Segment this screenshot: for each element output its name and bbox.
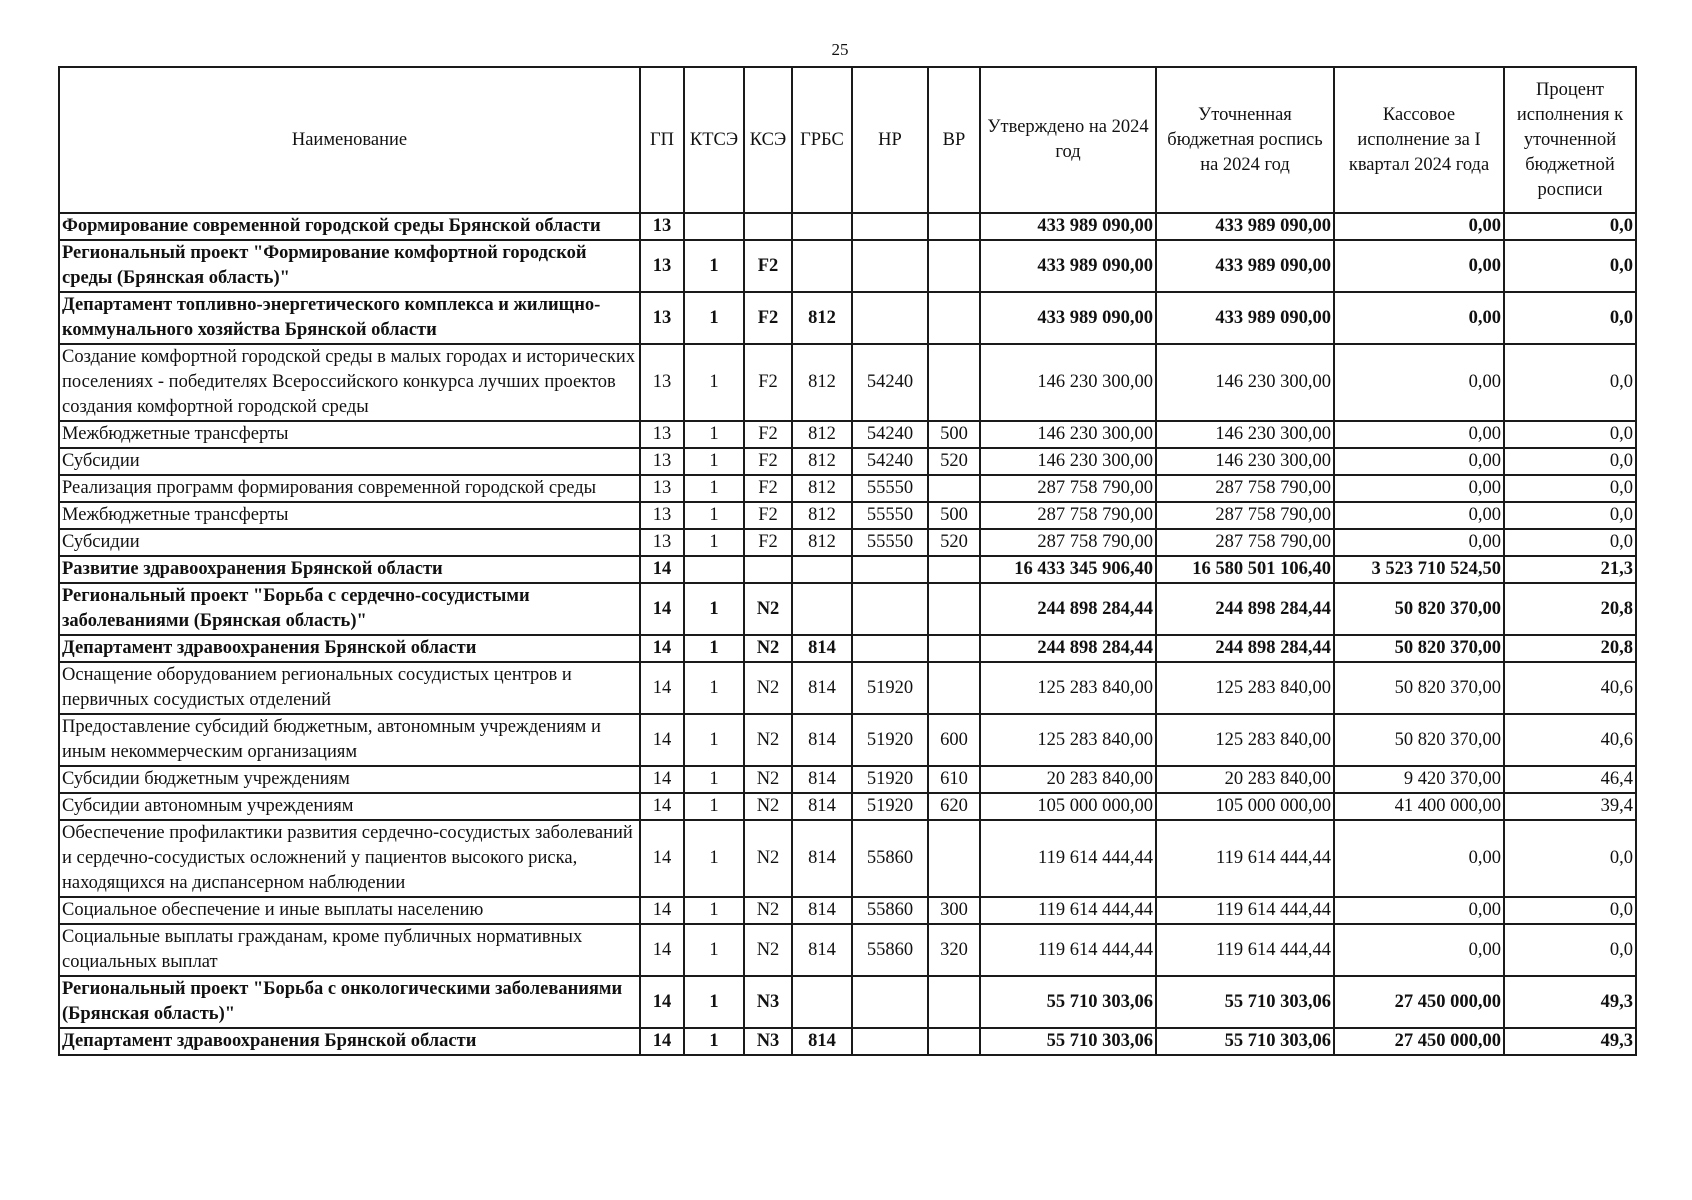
table-row (59, 583, 1636, 635)
cell-ktse: 1 (684, 421, 744, 448)
cell-refined: 20 283 840,00 (1156, 766, 1334, 793)
cell-name: Развитие здравоохранения Брянской области (59, 556, 640, 583)
cell-gp: 13 (640, 475, 684, 502)
table-row (59, 793, 1636, 820)
cell-cash: 0,00 (1334, 475, 1504, 502)
cell-cash: 50 820 370,00 (1334, 635, 1504, 662)
cell-ktse: 1 (684, 897, 744, 924)
table-row (59, 529, 1636, 556)
cell-vr: 600 (928, 714, 980, 766)
table-row (59, 344, 1636, 421)
cell-name: Департамент здравоохранения Брянской области (59, 635, 640, 662)
cell-name: Предоставление субсидий бюджетным, автономным учреждениям и иным некоммерческим организациям (59, 714, 640, 766)
cell-name: Обеспечение профилактики развития сердечно-сосудистых заболеваний и сердечно-сосудистых осложнений у пациентов высокого риска, находящихся на диспансерном наблюдении (59, 820, 640, 897)
cell-name: Социальное обеспечение и иные выплаты населению (59, 897, 640, 924)
cell-name: Формирование современной городской среды Брянской области (59, 213, 640, 240)
cell-approved: 287 758 790,00 (980, 502, 1156, 529)
cell-ktse: 1 (684, 635, 744, 662)
cell-nr: 54240 (852, 344, 928, 421)
cell-cash: 0,00 (1334, 924, 1504, 976)
cell-ktse: 1 (684, 529, 744, 556)
cell-cash: 0,00 (1334, 421, 1504, 448)
cell-nr: 55550 (852, 475, 928, 502)
header-row (59, 67, 1636, 213)
table-row (59, 421, 1636, 448)
cell-grbs: 812 (792, 448, 852, 475)
cell-percent: 0,0 (1504, 529, 1636, 556)
cell-approved: 55 710 303,06 (980, 976, 1156, 1028)
cell-cash: 27 450 000,00 (1334, 976, 1504, 1028)
cell-percent: 0,0 (1504, 897, 1636, 924)
cell-gp: 14 (640, 714, 684, 766)
cell-grbs: 814 (792, 897, 852, 924)
cell-cash: 27 450 000,00 (1334, 1028, 1504, 1055)
cell-gp: 14 (640, 820, 684, 897)
cell-vr (928, 475, 980, 502)
cell-grbs: 812 (792, 529, 852, 556)
cell-nr (852, 292, 928, 344)
cell-vr (928, 662, 980, 714)
cell-ktse: 1 (684, 448, 744, 475)
cell-kse: N3 (744, 976, 792, 1028)
cell-vr: 500 (928, 421, 980, 448)
cell-cash: 0,00 (1334, 292, 1504, 344)
cell-gp: 14 (640, 662, 684, 714)
cell-name: Департамент здравоохранения Брянской области (59, 1028, 640, 1055)
table-row (59, 820, 1636, 897)
cell-percent: 49,3 (1504, 976, 1636, 1028)
header-name: Наименование (59, 67, 640, 213)
cell-kse: F2 (744, 502, 792, 529)
header-ktse: КТСЭ (684, 67, 744, 213)
cell-approved: 20 283 840,00 (980, 766, 1156, 793)
header-gp: ГП (640, 67, 684, 213)
cell-ktse: 1 (684, 662, 744, 714)
cell-vr (928, 213, 980, 240)
cell-percent: 0,0 (1504, 448, 1636, 475)
cell-cash: 0,00 (1334, 240, 1504, 292)
cell-nr: 55550 (852, 502, 928, 529)
cell-name: Региональный проект "Формирование комфортной городской среды (Брянская область)" (59, 240, 640, 292)
cell-percent: 0,0 (1504, 344, 1636, 421)
cell-vr (928, 344, 980, 421)
cell-ktse: 1 (684, 583, 744, 635)
cell-nr: 54240 (852, 421, 928, 448)
cell-grbs: 812 (792, 502, 852, 529)
cell-gp: 14 (640, 556, 684, 583)
cell-name: Социальные выплаты гражданам, кроме публичных нормативных социальных выплат (59, 924, 640, 976)
cell-nr: 55860 (852, 924, 928, 976)
cell-nr: 51920 (852, 662, 928, 714)
cell-refined: 119 614 444,44 (1156, 820, 1334, 897)
cell-percent: 49,3 (1504, 1028, 1636, 1055)
cell-percent: 0,0 (1504, 475, 1636, 502)
cell-cash: 0,00 (1334, 820, 1504, 897)
cell-grbs: 814 (792, 635, 852, 662)
cell-gp: 13 (640, 448, 684, 475)
cell-vr (928, 820, 980, 897)
header-grbs: ГРБС (792, 67, 852, 213)
cell-percent: 40,6 (1504, 662, 1636, 714)
table-row (59, 448, 1636, 475)
cell-grbs: 814 (792, 820, 852, 897)
cell-nr: 51920 (852, 793, 928, 820)
cell-gp: 13 (640, 240, 684, 292)
cell-cash: 50 820 370,00 (1334, 662, 1504, 714)
cell-kse: N2 (744, 766, 792, 793)
cell-nr (852, 556, 928, 583)
cell-percent: 40,6 (1504, 714, 1636, 766)
cell-gp: 14 (640, 1028, 684, 1055)
cell-grbs: 812 (792, 344, 852, 421)
cell-nr (852, 213, 928, 240)
cell-cash: 50 820 370,00 (1334, 714, 1504, 766)
cell-approved: 125 283 840,00 (980, 714, 1156, 766)
cell-vr: 300 (928, 897, 980, 924)
cell-vr (928, 976, 980, 1028)
cell-nr (852, 583, 928, 635)
cell-kse: N2 (744, 662, 792, 714)
cell-ktse: 1 (684, 793, 744, 820)
cell-refined: 244 898 284,44 (1156, 635, 1334, 662)
cell-refined: 433 989 090,00 (1156, 240, 1334, 292)
cell-percent: 0,0 (1504, 421, 1636, 448)
cell-cash: 0,00 (1334, 213, 1504, 240)
cell-grbs: 812 (792, 421, 852, 448)
cell-approved: 119 614 444,44 (980, 820, 1156, 897)
cell-percent: 0,0 (1504, 213, 1636, 240)
cell-name: Субсидии (59, 448, 640, 475)
cell-kse: N2 (744, 897, 792, 924)
cell-ktse: 1 (684, 820, 744, 897)
table-row (59, 475, 1636, 502)
cell-kse: F2 (744, 292, 792, 344)
cell-gp: 14 (640, 766, 684, 793)
table-row (59, 1028, 1636, 1055)
cell-name: Межбюджетные трансферты (59, 502, 640, 529)
cell-refined: 125 283 840,00 (1156, 714, 1334, 766)
cell-gp: 14 (640, 793, 684, 820)
cell-name: Департамент топливно-энергетического комплекса и жилищно-коммунального хозяйства Брянской области (59, 292, 640, 344)
cell-kse: N2 (744, 820, 792, 897)
cell-approved: 146 230 300,00 (980, 344, 1156, 421)
cell-percent: 0,0 (1504, 292, 1636, 344)
cell-grbs (792, 976, 852, 1028)
cell-grbs (792, 556, 852, 583)
cell-approved: 433 989 090,00 (980, 292, 1156, 344)
cell-name: Региональный проект "Борьба с сердечно-сосудистыми заболеваниями (Брянская область)" (59, 583, 640, 635)
header-cash: Кассовое исполнение за I квартал 2024 года (1334, 67, 1504, 213)
header-percent: Процент исполнения к уточненной бюджетной росписи (1504, 67, 1636, 213)
cell-approved: 287 758 790,00 (980, 475, 1156, 502)
cell-refined: 433 989 090,00 (1156, 292, 1334, 344)
cell-refined: 105 000 000,00 (1156, 793, 1334, 820)
cell-nr (852, 635, 928, 662)
cell-vr (928, 292, 980, 344)
cell-approved: 433 989 090,00 (980, 213, 1156, 240)
cell-nr: 55550 (852, 529, 928, 556)
cell-gp: 13 (640, 344, 684, 421)
cell-vr: 520 (928, 529, 980, 556)
cell-approved: 287 758 790,00 (980, 529, 1156, 556)
cell-kse: F2 (744, 475, 792, 502)
cell-refined: 244 898 284,44 (1156, 583, 1334, 635)
cell-cash: 9 420 370,00 (1334, 766, 1504, 793)
header-refined: Уточненная бюджетная роспись на 2024 год (1156, 67, 1334, 213)
cell-grbs: 814 (792, 793, 852, 820)
table-row (59, 766, 1636, 793)
cell-vr (928, 635, 980, 662)
cell-ktse: 1 (684, 344, 744, 421)
cell-nr: 55860 (852, 820, 928, 897)
cell-ktse: 1 (684, 1028, 744, 1055)
cell-approved: 119 614 444,44 (980, 924, 1156, 976)
cell-percent: 21,3 (1504, 556, 1636, 583)
header-vr: ВР (928, 67, 980, 213)
cell-kse (744, 213, 792, 240)
cell-grbs (792, 583, 852, 635)
cell-cash: 0,00 (1334, 529, 1504, 556)
cell-vr (928, 1028, 980, 1055)
cell-vr (928, 583, 980, 635)
cell-gp: 14 (640, 976, 684, 1028)
cell-gp: 14 (640, 897, 684, 924)
table-row (59, 976, 1636, 1028)
cell-percent: 20,8 (1504, 635, 1636, 662)
page-number: 25 (831, 40, 849, 59)
cell-kse (744, 556, 792, 583)
budget-table (58, 66, 1637, 1056)
cell-ktse (684, 556, 744, 583)
cell-vr: 620 (928, 793, 980, 820)
cell-percent: 0,0 (1504, 240, 1636, 292)
header-approved: Утверждено на 2024 год (980, 67, 1156, 213)
cell-gp: 14 (640, 583, 684, 635)
cell-name: Межбюджетные трансферты (59, 421, 640, 448)
cell-percent: 0,0 (1504, 820, 1636, 897)
cell-kse: F2 (744, 344, 792, 421)
table-row (59, 556, 1636, 583)
cell-approved: 125 283 840,00 (980, 662, 1156, 714)
cell-kse: N2 (744, 583, 792, 635)
cell-name: Субсидии бюджетным учреждениям (59, 766, 640, 793)
table-row (59, 213, 1636, 240)
cell-grbs: 812 (792, 292, 852, 344)
cell-gp: 14 (640, 924, 684, 976)
cell-gp: 13 (640, 213, 684, 240)
cell-refined: 287 758 790,00 (1156, 502, 1334, 529)
cell-name: Субсидии автономным учреждениям (59, 793, 640, 820)
cell-name: Оснащение оборудованием региональных сосудистых центров и первичных сосудистых отделений (59, 662, 640, 714)
cell-approved: 105 000 000,00 (980, 793, 1156, 820)
cell-percent: 46,4 (1504, 766, 1636, 793)
table-row (59, 897, 1636, 924)
cell-name: Создание комфортной городской среды в малых городах и исторических поселениях - победителях Всероссийского конкурса лучших проектов создания комфортной городской среды (59, 344, 640, 421)
cell-grbs: 814 (792, 1028, 852, 1055)
cell-kse: N2 (744, 635, 792, 662)
cell-approved: 16 433 345 906,40 (980, 556, 1156, 583)
cell-kse: N2 (744, 793, 792, 820)
cell-approved: 55 710 303,06 (980, 1028, 1156, 1055)
cell-refined: 119 614 444,44 (1156, 924, 1334, 976)
table-row (59, 924, 1636, 976)
cell-refined: 146 230 300,00 (1156, 448, 1334, 475)
cell-nr: 55860 (852, 897, 928, 924)
cell-gp: 13 (640, 502, 684, 529)
cell-kse: F2 (744, 448, 792, 475)
cell-approved: 244 898 284,44 (980, 583, 1156, 635)
cell-grbs: 814 (792, 662, 852, 714)
cell-gp: 13 (640, 421, 684, 448)
cell-nr (852, 240, 928, 292)
cell-vr: 320 (928, 924, 980, 976)
cell-ktse: 1 (684, 714, 744, 766)
header-kse: КСЭ (744, 67, 792, 213)
cell-refined: 287 758 790,00 (1156, 529, 1334, 556)
cell-percent: 39,4 (1504, 793, 1636, 820)
cell-name: Региональный проект "Борьба с онкологическими заболеваниями (Брянская область)" (59, 976, 640, 1028)
cell-percent: 0,0 (1504, 502, 1636, 529)
table-row (59, 292, 1636, 344)
cell-cash: 3 523 710 524,50 (1334, 556, 1504, 583)
cell-refined: 433 989 090,00 (1156, 213, 1334, 240)
cell-cash: 0,00 (1334, 897, 1504, 924)
cell-ktse (684, 213, 744, 240)
cell-grbs (792, 240, 852, 292)
cell-grbs: 814 (792, 714, 852, 766)
cell-approved: 119 614 444,44 (980, 897, 1156, 924)
cell-nr (852, 976, 928, 1028)
cell-name: Реализация программ формирования современной городской среды (59, 475, 640, 502)
cell-grbs: 812 (792, 475, 852, 502)
cell-kse: N3 (744, 1028, 792, 1055)
cell-refined: 146 230 300,00 (1156, 421, 1334, 448)
cell-refined: 125 283 840,00 (1156, 662, 1334, 714)
table-row (59, 240, 1636, 292)
table-row (59, 662, 1636, 714)
cell-cash: 0,00 (1334, 502, 1504, 529)
cell-ktse: 1 (684, 976, 744, 1028)
cell-kse: N2 (744, 924, 792, 976)
cell-vr: 500 (928, 502, 980, 529)
cell-refined: 287 758 790,00 (1156, 475, 1334, 502)
cell-kse: F2 (744, 529, 792, 556)
cell-gp: 14 (640, 635, 684, 662)
cell-ktse: 1 (684, 924, 744, 976)
cell-refined: 146 230 300,00 (1156, 344, 1334, 421)
cell-approved: 146 230 300,00 (980, 421, 1156, 448)
cell-refined: 119 614 444,44 (1156, 897, 1334, 924)
cell-ktse: 1 (684, 502, 744, 529)
table-row (59, 502, 1636, 529)
cell-nr (852, 1028, 928, 1055)
cell-kse: N2 (744, 714, 792, 766)
cell-kse: F2 (744, 421, 792, 448)
cell-vr: 520 (928, 448, 980, 475)
cell-refined: 55 710 303,06 (1156, 976, 1334, 1028)
cell-cash: 50 820 370,00 (1334, 583, 1504, 635)
cell-percent: 0,0 (1504, 924, 1636, 976)
cell-ktse: 1 (684, 475, 744, 502)
cell-vr (928, 556, 980, 583)
cell-nr: 54240 (852, 448, 928, 475)
cell-grbs (792, 213, 852, 240)
cell-grbs: 814 (792, 924, 852, 976)
cell-vr: 610 (928, 766, 980, 793)
table-row (59, 635, 1636, 662)
cell-refined: 55 710 303,06 (1156, 1028, 1334, 1055)
table-row (59, 714, 1636, 766)
cell-kse: F2 (744, 240, 792, 292)
cell-approved: 433 989 090,00 (980, 240, 1156, 292)
cell-approved: 244 898 284,44 (980, 635, 1156, 662)
cell-cash: 41 400 000,00 (1334, 793, 1504, 820)
cell-vr (928, 240, 980, 292)
cell-grbs: 814 (792, 766, 852, 793)
cell-cash: 0,00 (1334, 344, 1504, 421)
cell-nr: 51920 (852, 714, 928, 766)
cell-ktse: 1 (684, 292, 744, 344)
header-nr: НР (852, 67, 928, 213)
cell-name: Субсидии (59, 529, 640, 556)
cell-gp: 13 (640, 529, 684, 556)
cell-refined: 16 580 501 106,40 (1156, 556, 1334, 583)
cell-gp: 13 (640, 292, 684, 344)
cell-approved: 146 230 300,00 (980, 448, 1156, 475)
cell-percent: 20,8 (1504, 583, 1636, 635)
cell-ktse: 1 (684, 766, 744, 793)
cell-ktse: 1 (684, 240, 744, 292)
cell-cash: 0,00 (1334, 448, 1504, 475)
cell-nr: 51920 (852, 766, 928, 793)
